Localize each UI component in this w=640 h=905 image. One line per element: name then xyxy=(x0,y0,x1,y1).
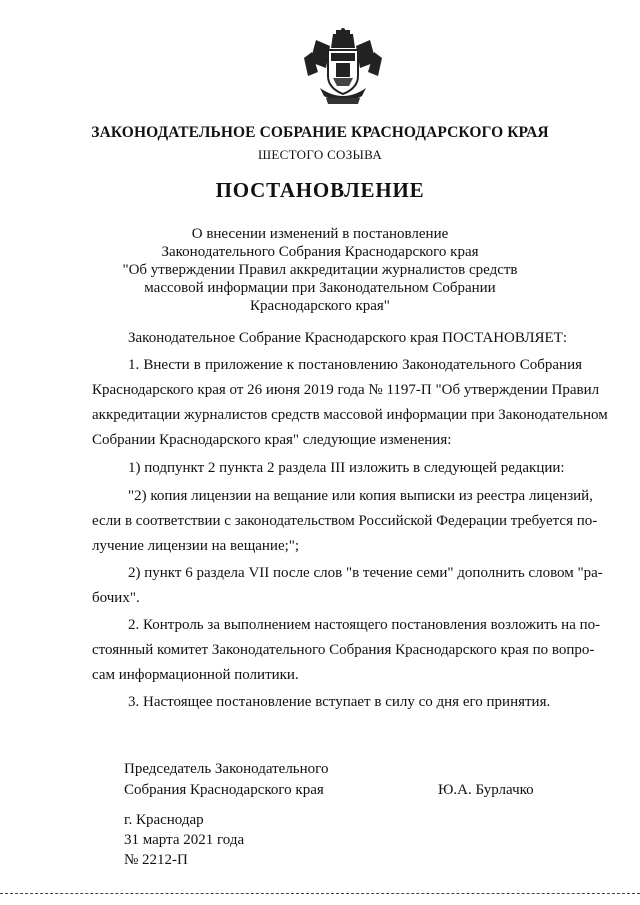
quoted-amendment xyxy=(92,484,598,559)
signatory-position xyxy=(124,759,328,801)
item-2-line: 2. Контроль за выполнением настоящего постановления возложить на по- xyxy=(128,617,601,633)
organization-name: ЗАКОНОДАТЕЛЬНОЕ СОБРАНИЕ КРАСНОДАРСКОГО КРАЯ xyxy=(91,124,549,141)
item-2-line: стоянный комитет Законодательного Собрания Краснодарского края по вопро- xyxy=(92,642,595,658)
document-type-title: ПОСТАНОВЛЕНИЕ xyxy=(215,178,425,202)
subject-line: массовой информации при Законодательном Собрании xyxy=(144,280,496,296)
item-1-line: Краснодарского края от 26 июня 2019 года № 1197-П "Об утверждении Правил xyxy=(92,382,600,398)
subitem-1 xyxy=(92,456,582,481)
resolution-subject xyxy=(0,225,640,315)
quote-line: "2) копия лицензии на вещание или копия выписки из реестра лицензий, xyxy=(128,488,593,504)
item-2 xyxy=(92,613,601,688)
subitem-2-line: бочих". xyxy=(92,590,140,606)
preamble xyxy=(92,326,582,351)
quote-line: если в соответствии с законодательством Российской Федерации требуется по- xyxy=(92,513,598,529)
subitem-1-text: 1) подпункт 2 пункта 2 раздела III изложить в следующей редакции: xyxy=(128,460,565,476)
subject-line: О внесении изменений в постановление xyxy=(191,226,449,242)
document-footer xyxy=(124,810,244,870)
coat-of-arms-icon xyxy=(300,28,386,110)
item-1-line: аккредитации журналистов средств массовой информации при Законодательном xyxy=(92,407,608,423)
date: 31 марта 2021 года xyxy=(124,832,245,848)
signatory-name: Ю.А. Бурлачко xyxy=(438,782,534,798)
item-1-line: 1. Внести в приложение к постановлению Законодательного Собрания xyxy=(128,357,582,373)
subject-line: Законодательного Собрания Краснодарского края xyxy=(161,244,479,260)
quote-line: лучение лицензии на вещание;"; xyxy=(92,538,300,554)
subject-line: Краснодарского края" xyxy=(250,298,390,314)
convocation: ШЕСТОГО СОЗЫВА xyxy=(257,147,383,162)
position-line: Председатель Законодательного xyxy=(124,761,329,777)
subitem-2 xyxy=(92,561,603,611)
item-3-text: 3. Настоящее постановление вступает в силу со дня его принятия. xyxy=(128,694,551,710)
position-line: Собрания Краснодарского края xyxy=(124,782,324,798)
subitem-2-line: 2) пункт 6 раздела VII после слов "в течение семи" дополнить словом "ра- xyxy=(128,565,603,581)
item-2-line: сам информационной политики. xyxy=(92,667,299,683)
city: г. Краснодар xyxy=(124,812,204,828)
item-1 xyxy=(92,353,608,453)
item-1-line: Собрании Краснодарского края" следующие изменения: xyxy=(92,432,452,448)
subject-line: "Об утверждении Правил аккредитации журналистов средств xyxy=(122,262,518,278)
preamble-text: Законодательное Собрание Краснодарского края ПОСТАНОВЛЯЕТ: xyxy=(128,330,567,346)
item-3 xyxy=(92,690,582,715)
page-edge-divider xyxy=(0,893,640,894)
document-number: № 2212-П xyxy=(124,852,188,868)
